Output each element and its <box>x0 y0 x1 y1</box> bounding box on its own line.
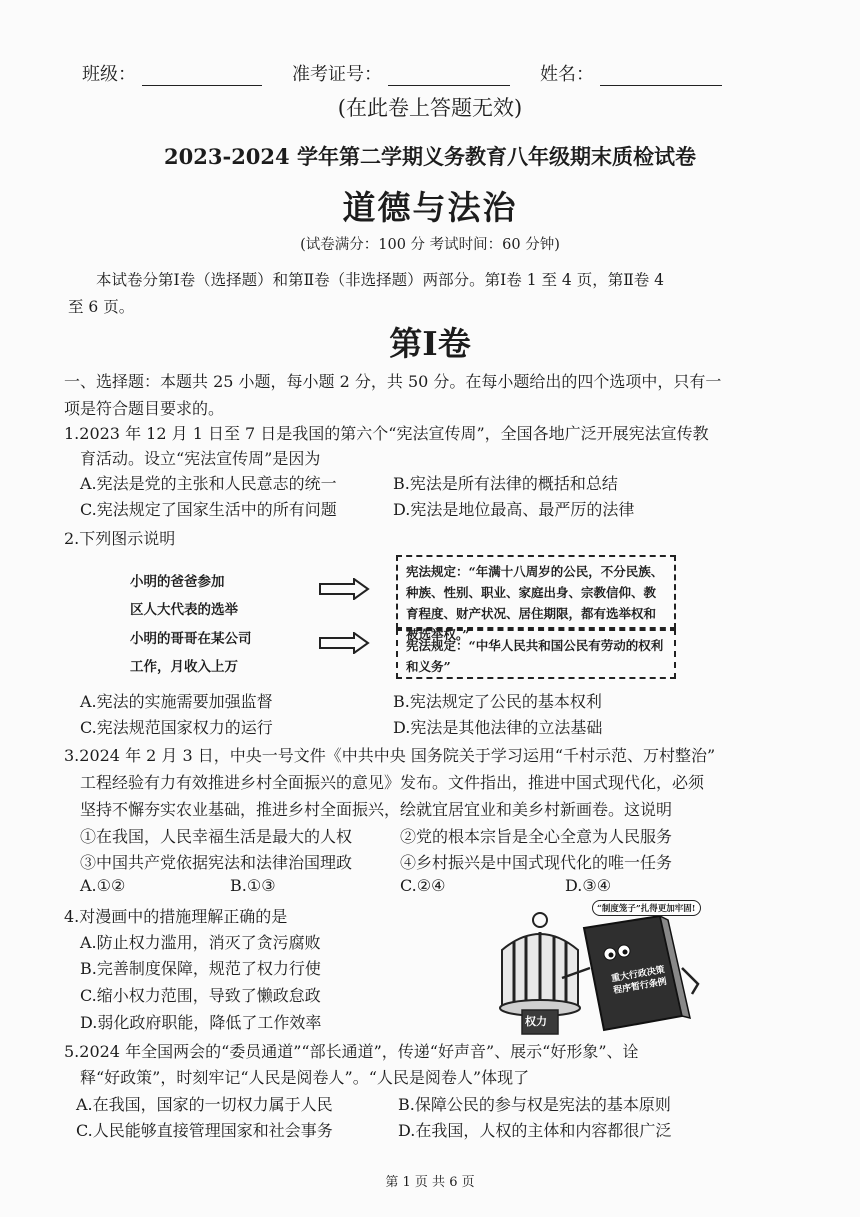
q4-option-c: C.缩小权力范围，导致了懒政怠政 <box>80 986 321 1005</box>
q1-option-c: C.宪法规定了国家生活中的所有问题 <box>80 500 337 519</box>
exam-no-field <box>292 60 510 86</box>
section-line-2: 项是符合题目要求的。 <box>64 399 225 418</box>
exam-no-blank <box>388 85 510 86</box>
q4-option-d: D.弱化政府职能，降低了工作效率 <box>80 1013 322 1032</box>
q2-left-1a: 小明的爸爸参加 <box>130 574 225 590</box>
q5-option-d: D.在我国，人权的主体和内容都很广泛 <box>398 1121 672 1140</box>
q3-stem-2: 工程经验有力有效推进乡村全面振兴的意见》发布。文件指出，推进中国式现代化，必须 <box>80 773 705 792</box>
q2-left-2a: 小明的哥哥在某公司 <box>130 631 252 647</box>
q2-box-2: 宪法规定：“中华人民共和国公民有劳动的权利和义务” <box>396 629 676 679</box>
q5-option-b: B.保障公民的参与权是宪法的基本原则 <box>398 1095 671 1114</box>
q2-box-1: 宪法规定：“年满十八周岁的公民，不分民族、种族、性别、职业、家庭出身、宗教信仰、教育程度、财产状况、居住期限，都有选举权和被选举权。” <box>396 555 676 629</box>
name-field <box>540 60 722 86</box>
q3-statement-4: ④乡村振兴是中国式现代化的唯一任务 <box>400 853 673 872</box>
q3-statement-3: ③中国共产党依据宪法和法律治国理政 <box>80 853 353 872</box>
arrow-right-icon <box>318 578 370 600</box>
q2-option-a: A.宪法的实施需要加强监督 <box>80 692 273 711</box>
arrow-right-icon <box>318 632 370 654</box>
q5-option-a: A.在我国，国家的一切权力属于人民 <box>76 1095 333 1114</box>
cartoon-banner: “制度笼子”扎得更加牢固! <box>592 900 701 916</box>
part-title: 第Ⅰ卷 <box>389 324 471 363</box>
q3-option-a: A.①② <box>80 876 126 895</box>
q1-option-d: D.宪法是地位最高、最严厉的法律 <box>393 500 635 519</box>
q2-left-1b: 区人大代表的选举 <box>130 602 238 618</box>
q2-left-2b: 工作，月收入上万 <box>130 659 238 675</box>
name-label: 姓名： <box>540 64 594 85</box>
exam-title: 2023-2024 学年第二学期义务教育八年级期末质检试卷 <box>164 144 696 169</box>
q3-statement-1: ①在我国，人民幸福生活是最大的人权 <box>80 827 353 846</box>
exam-no-label: 准考证号： <box>292 64 382 85</box>
q2-option-d: D.宪法是其他法律的立法基础 <box>393 718 603 737</box>
q5-stem-1: 5.2024 年全国两会的“委员通道”“部长通道”，传递“好声音”、展示“好形象”、诠 <box>64 1042 639 1061</box>
class-field <box>82 60 262 86</box>
q3-stem-3: 坚持不懈夯实农业基础，推进乡村全面振兴，绘就宜居宜业和美乡村新画卷。这说明 <box>80 800 673 819</box>
class-blank <box>142 85 262 86</box>
subject-title: 道德与法治 <box>342 188 518 227</box>
invalid-note: (在此卷上答题无效) <box>337 96 523 120</box>
q3-option-b: B.①③ <box>230 876 276 895</box>
q2-option-b: B.宪法规定了公民的基本权利 <box>393 692 602 711</box>
name-blank <box>600 85 722 86</box>
q4-option-a: A.防止权力滥用，消灭了贪污腐败 <box>80 933 321 952</box>
q3-option-d: D.③④ <box>565 876 612 895</box>
q5-stem-2: 释“好政策”，时刻牢记“人民是阅卷人”。“人民是阅卷人”体现了 <box>80 1068 530 1087</box>
q3-stem-1: 3.2024 年 2 月 3 日，中央一号文件《中共中央 国务院关于学习运用“千村示范、万村整治” <box>64 746 716 765</box>
cartoon-power-label: 权力 <box>525 1015 547 1028</box>
q3-statement-2: ②党的根本宗旨是全心全意为人民服务 <box>400 827 673 846</box>
class-label: 班级： <box>82 64 136 85</box>
q4-option-b: B.完善制度保障，规范了权力行使 <box>80 959 321 978</box>
section-line-1: 一、选择题：本题共 25 小题，每小题 2 分，共 50 分。在每小题给出的四个选项中，只有一 <box>64 372 722 391</box>
q1-option-b: B.宪法是所有法律的概括和总结 <box>393 474 618 493</box>
q2-left-text-1 <box>130 568 238 624</box>
intro-line-1: 本试卷分第Ⅰ卷（选择题）和第Ⅱ卷（非选择题）两部分。第Ⅰ卷 1 至 4 页，第Ⅱ卷 4 <box>96 271 665 289</box>
q5-option-c: C.人民能够直接管理国家和社会事务 <box>76 1121 333 1140</box>
q4-cartoon <box>492 898 712 1038</box>
q1-stem-2: 育活动。设立“宪法宣传周”是因为 <box>80 449 321 468</box>
q2-option-c: C.宪法规范国家权力的运行 <box>80 718 273 737</box>
cartoon-book-title: 重大行政决策程序暂行条例 <box>610 965 668 997</box>
q1-option-a: A.宪法是党的主张和人民意志的统一 <box>80 474 337 493</box>
intro-line-2: 至 6 页。 <box>68 298 135 316</box>
q4-stem: 4.对漫画中的措施理解正确的是 <box>64 907 288 926</box>
q2-left-text-2 <box>130 625 252 681</box>
q2-stem: 2.下列图示说明 <box>64 529 176 548</box>
page-number: 第 1 页 共 6 页 <box>385 1175 475 1190</box>
q1-stem-1: 1.2023 年 12 月 1 日至 7 日是我国的第六个“宪法宣传周”，全国各地广泛开展宪法宣传教 <box>64 424 709 443</box>
exam-meta: (试卷满分：100 分 考试时间：60 分钟) <box>300 237 560 253</box>
q3-option-c: C.②④ <box>400 876 446 895</box>
